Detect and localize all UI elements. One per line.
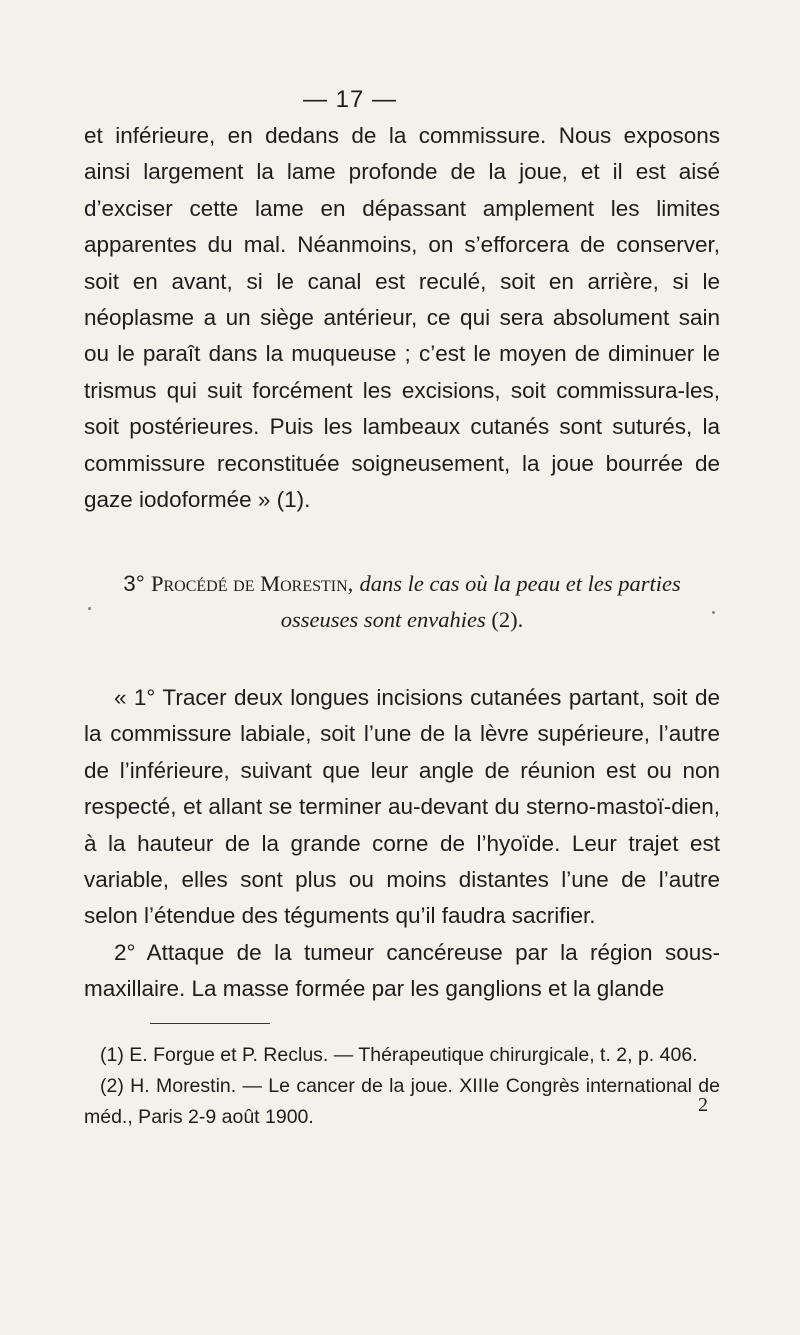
page-number: — 17 — <box>302 86 398 113</box>
footnote-divider <box>150 1023 270 1024</box>
heading-subtitle-line1: dans le cas où la peau et les parties <box>359 571 681 596</box>
heading-title: Procédé de Morestin, <box>151 571 354 596</box>
heading-footnote-ref: (2). <box>491 607 524 632</box>
heading-number: 3° <box>123 571 145 596</box>
footnotes <box>84 1040 720 1133</box>
paper-speck <box>712 611 715 614</box>
paragraph-2: « 1° Tracer deux longues incisions cutanées partant, soit de la commissure labiale, soit l’une de la lèvre supérieure, l’autre de l’inférieure, suivant que leur angle de réunion est ou non respecté, et allant se terminer au-devant du sterno-mastoï-dien, à la hauteur de la grande corne de l’hyoïde. Leur trajet est variable, elles sont plus ou moins distantes l’une de l’autre selon l’étendue des téguments qu’il faudra sacrifier. <box>84 685 720 929</box>
text-block-top <box>84 118 720 518</box>
paper-speck <box>88 607 91 610</box>
signature-mark: 2 <box>698 1094 708 1116</box>
footnote-1: (1) E. Forgue et P. Reclus. — Thérapeutique chirurgicale, t. 2, p. 406. <box>100 1044 698 1066</box>
paragraph-3: 2° Attaque de la tumeur cancéreuse par la région sous-maxillaire. La masse formée par les ganglions et la glande <box>84 939 720 1002</box>
text-block-bottom <box>84 680 720 1008</box>
section-heading <box>84 566 720 638</box>
heading-subtitle-line2: osseuses sont envahies <box>280 607 486 632</box>
paragraph-1: et inférieure, en dedans de la commissure. Nous exposons ainsi largement la lame profonde de la joue, et il est aisé d’exciser cette lame en dépassant amplement les limites apparentes du mal. Néanmoins, on s’efforcera de conserver, soit en avant, si le canal est reculé, soit en arrière, si le néoplasme a un siège antérieur, ce qui sera absolument sain ou le paraît dans la muqueuse ; c’est le moyen de diminuer le trismus qui suit forcément les excisions, soit commissura-les, soit postérieures. Puis les lambeaux cutanés sont suturés, la commissure reconstituée soigneusement, la joue bourrée de gaze iodoformée » (1). <box>84 123 720 513</box>
footnote-2: (2) H. Morestin. — Le cancer de la joue. XIIIe Congrès international de méd., Paris 2-9 août 1900. <box>84 1075 720 1128</box>
